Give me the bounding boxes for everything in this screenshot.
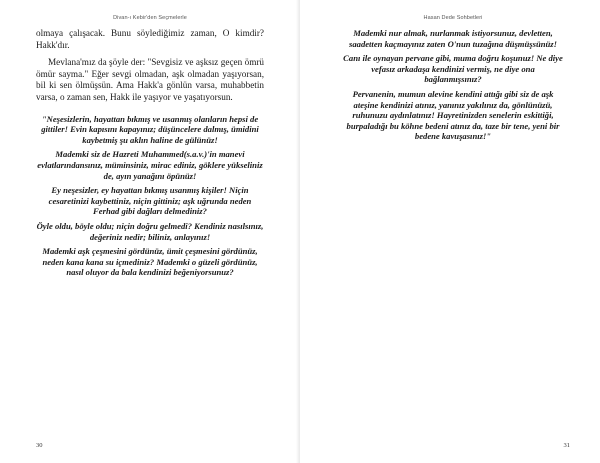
page-number-right: 31 <box>563 442 570 449</box>
right-page <box>300 0 600 463</box>
page-number-left: 30 <box>36 442 43 449</box>
poem-stanza: Pervanenin, mumun alevine kendini attığı gibi siz de aşk ateşine kendinizi atınız, yanınız yakılınız da, gönlünüzü, ruhunuzu aydınlatınız! Hayretinizden senelerin eskittiği, burpaladığı bu köhne bedeni atınız da, taze bir tene, yeni bir bedene kavuşasınız!" <box>346 88 560 142</box>
poem-block-left <box>36 114 264 278</box>
poem-stanza: Mademki siz de Hazreti Muhammed(s.a.v.)'in manevi evlatlarındansınız, müminsiniz, mirac ediniz, göklere yükseliniz de, ayın yanağını öpünüz! <box>37 149 263 181</box>
running-head-right: Hasan Dede Sohbetleri <box>423 15 483 21</box>
poem-stanza: Ey neşesizler, ey hayattan bıkmış usanmış kişiler! Niçin cesaretinizi kaybettiniz, niçin gittiniz; aşk uğrunda neden Ferhad gibi dağları delmediniz? <box>48 185 252 217</box>
running-head-left: Divan-ı Kebir'den Seçmelerle <box>113 15 187 21</box>
body-text <box>36 28 264 104</box>
poem-stanza: "Neşesizlerin, hayattan bıkmış ve usanmış olanların hepsi de gittiler! Evin kapısını kapayınız; düşüncelere dalmış, ümidini kaybetmiş şu aklın haline de gülünüz! <box>41 113 259 145</box>
paragraph: olmaya çalışacak. Bunu söylediğimiz zaman, O kimdir? Hakk'dır. <box>36 28 264 50</box>
poem-block-right <box>342 28 564 142</box>
poem-stanza: Canı ile oynayan pervane gibi, muma doğru koşunuz! Ne diye vefasız arkadaşa kendinizi vermiş, ne diye ona bağlanmışsınız? <box>343 53 563 85</box>
poem-stanza: Öyle oldu, böyle oldu; niçin doğru gelmedi? Kendiniz nasılsınız, değeriniz nedir; biliniz, anlayınız! <box>36 220 264 242</box>
poem-stanza: Mademki aşk çeşmesini gördünüz, ümit çeşmesini gördünüz, neden kana kana su içmediniz? Mademki o güzeli gördünüz, nasıl oluyor da bala kendinizi beğeniyorsunuz? <box>42 246 258 278</box>
paragraph: Mevlana'mız da şöyle der: "Sevgisiz ve aşksız geçen ömrü ömür sayma." Eğer sevgi olmadan, aşk olmadan yaşıyorsan, bil ki sen ölmüşsün. Ama Hakk'a gönlün varsa, muhabbetin varsa, o zaman sen, Hakk ile yaşıyor ve yaşatıyorsun. <box>36 57 264 102</box>
poem-stanza: Mademki nur almak, nurlanmak istiyorsunuz, devletten, saadetten kaçmayınız zaten O'nun tuzağına düşmüşsünüz! <box>349 28 557 49</box>
